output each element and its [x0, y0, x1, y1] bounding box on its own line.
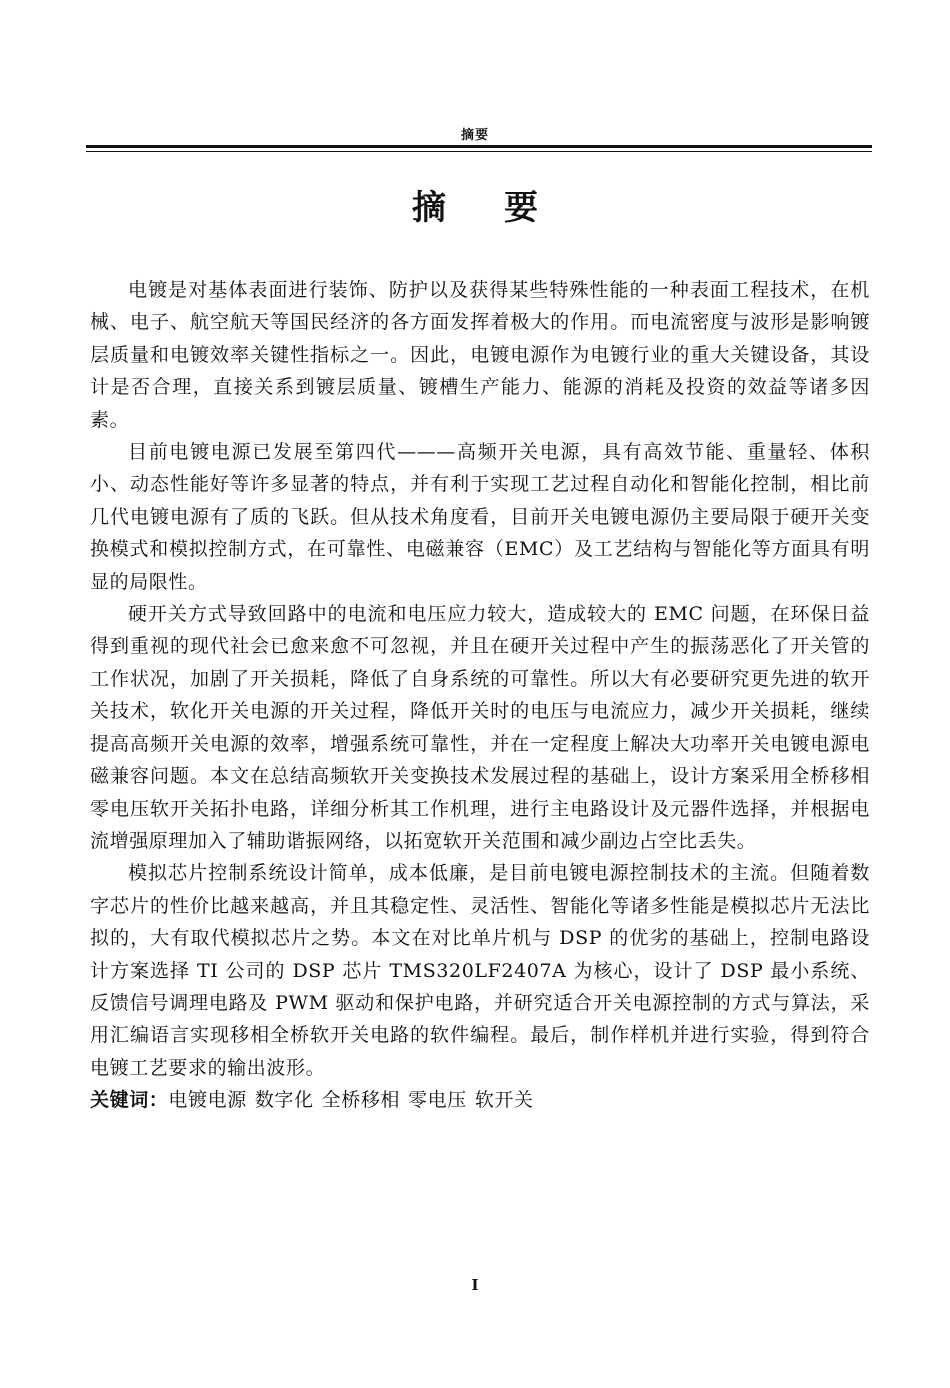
keyword-item: 全桥移相 [321, 1089, 401, 1112]
page-title: 摘要 [412, 188, 596, 228]
keywords-label: 关键词： [90, 1089, 169, 1112]
keyword-item: 电镀电源 [168, 1089, 247, 1112]
abstract-paragraph-2: 目前电镀电源已发展至第四代———高频开关电源，具有高效节能、重量轻、体积小、动态性能好等许多显著的特点，并有利于实现工艺过程自动化和智能化控制，相比前几代电镀电源有了质的飞跃。但从技术角度看，目前开关电镀电源仍主要局限于硬开关变换模式和模拟控制方式，在可靠性、电磁兼容（EMC）及工艺结构与智能化等方面具有明显的局限性。 [90, 441, 870, 593]
keyword-item: 软开关 [474, 1089, 534, 1112]
running-header: 摘要 [460, 128, 489, 143]
keyword-item: 数字化 [254, 1089, 314, 1112]
abstract-paragraph-3: 硬开关方式导致回路中的电流和电压应力较大，造成较大的 EMC 问题，在环保日益得到重视的现代社会已愈来愈不可忽视，并且在硬开关过程中产生的振荡恶化了开关管的工作状况，加剧了开关损耗，降低了自身系统的可靠性。所以大有必要研究更先进的软开关技术，软化开关电源的开关过程，降低开关时的电压与电流应力，减少开关损耗，继续提高高频开关电源的效率，增强系统可靠性，并在一定程度上解决大功率开关电镀电源电磁兼容问题。本文在总结高频软开关变换技术发展过程的基础上，设计方案采用全桥移相零电压软开关拓扑电路，详细分析其工作机理，进行主电路设计及元器件选择，并根据电流增强原理加入了辅助谐振网络，以拓宽软开关范围和减少副边占空比丢失。 [90, 603, 870, 852]
keywords-line [90, 1084, 870, 1116]
abstract-paragraph-4: 模拟芯片控制系统设计简单，成本低廉，是目前电镀电源控制技术的主流。但随着数字芯片的性价比越来越高，并且其稳定性、灵活性、智能化等诸多性能是模拟芯片无法比拟的，大有取代模拟芯片之势。本文在对比单片机与 DSP 的优劣的基础上，控制电路设计方案选择 TI 公司的 DSP 芯片 TMS320LF2407A 为核心，设计了 DSP 最小系统、反馈信号调理电路及 PWM 驱动和保护电路，并研究适合开关电源控制的方式与算法，采用汇编语言实现移相全桥软开关电路的软件编程。最后，制作样机并进行实验，得到符合电镀工艺要求的输出波形。 [90, 862, 870, 1079]
header-rule-thick [86, 145, 872, 148]
abstract-body [90, 274, 870, 1117]
keyword-item: 零电压 [408, 1089, 467, 1112]
page-number: I [471, 1276, 479, 1294]
header-rule-thin [86, 151, 872, 152]
abstract-paragraph-1: 电镀是对基体表面进行装饰、防护以及获得某些特殊性能的一种表面工程技术，在机械、电子、航空航天等国民经济的各方面发挥着极大的作用。而电流密度与波形是影响镀层质量和电镀效率关键性指标之一。因此，电镀电源作为电镀行业的重大关键设备，其设计是否合理，直接关系到镀层质量、镀槽生产能力、能源的消耗及投资的效益等诸多因素。 [90, 279, 870, 431]
